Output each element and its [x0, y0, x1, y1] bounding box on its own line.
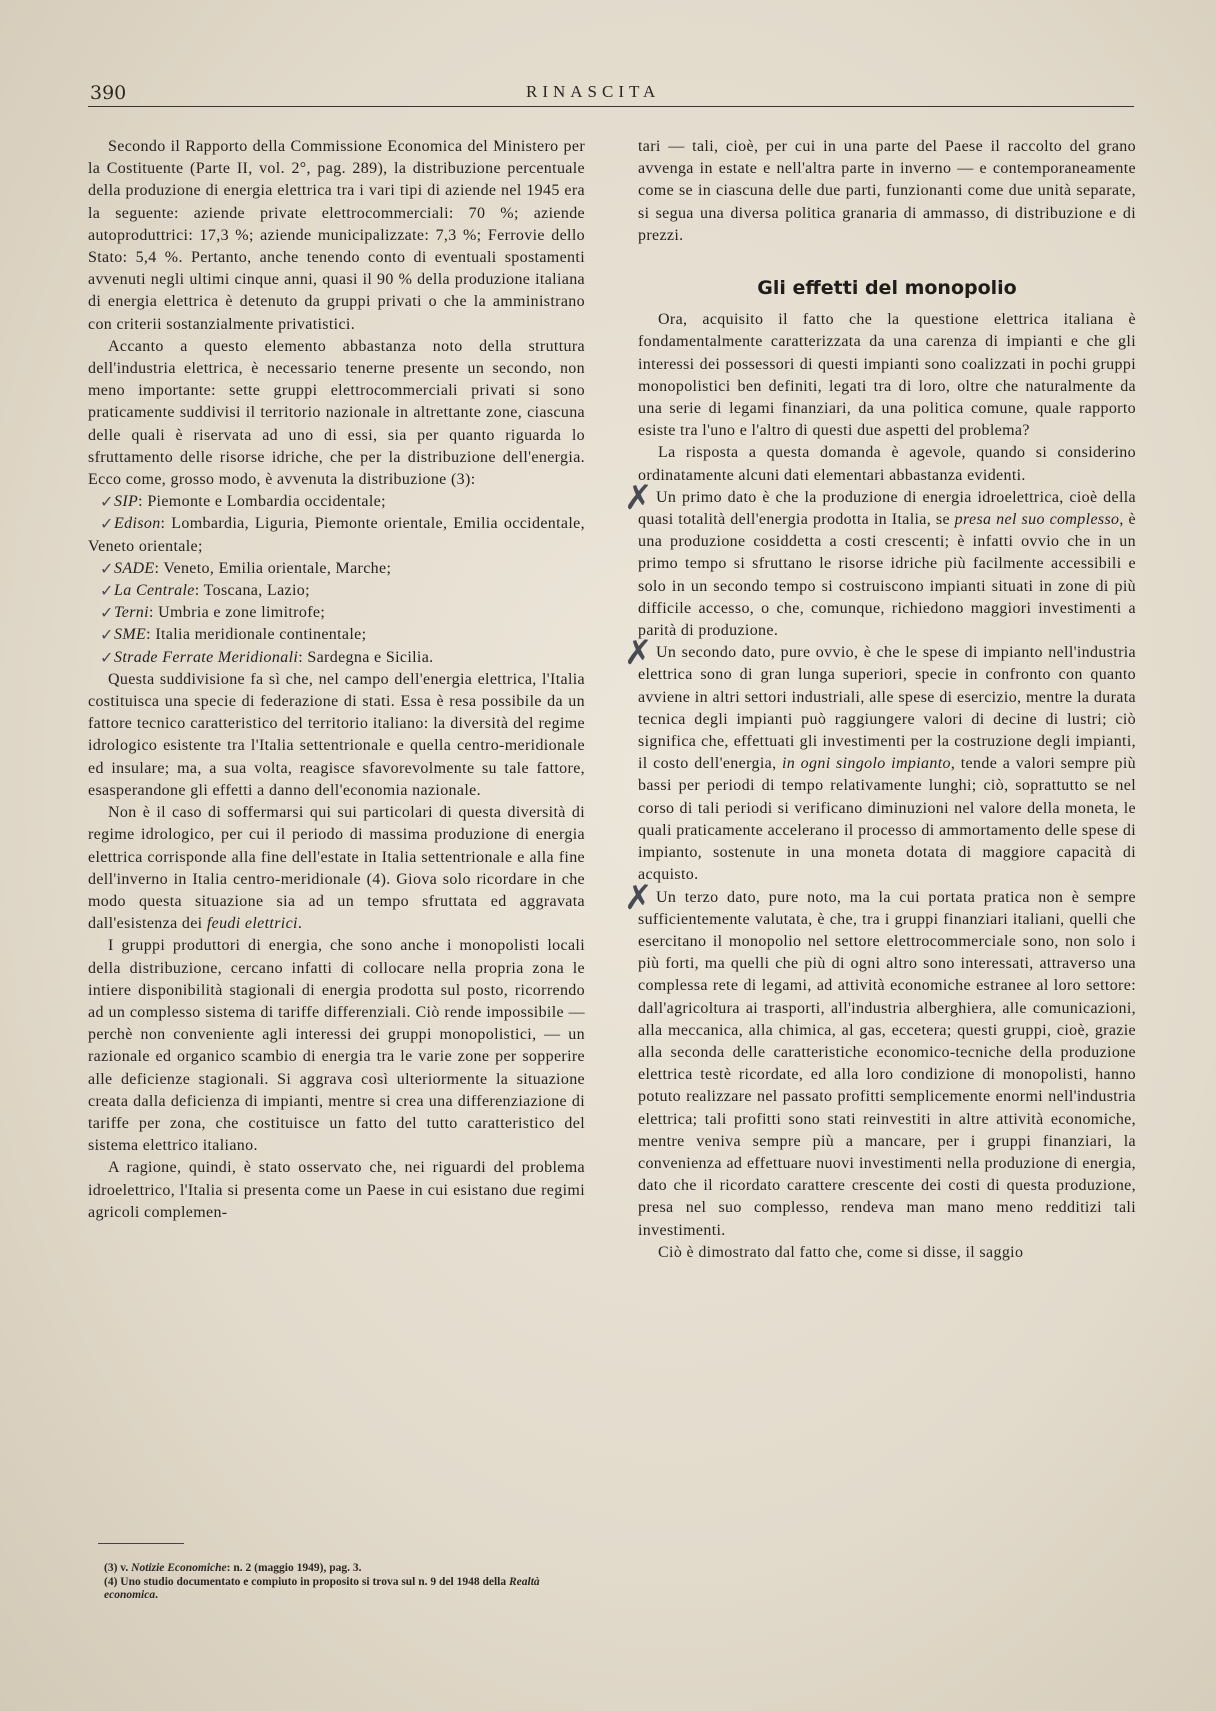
zone-item: ✓ SME: Italia meridionale continentale;	[88, 624, 585, 646]
footnote-rule	[98, 1543, 184, 1544]
paragraph: tari — tali, cioè, per cui in una parte del Paese il raccolto del grano avvenga in estate e nell'altra parte in inverno — e contemporaneamente come se in ciascuna delle due parti, funzionanti come due unità separate, si segua una diversa politica granaria di ammasso, di distribuzione e di prezzi.	[638, 138, 1136, 244]
zone-item: ✓ Terni: Umbria e zone limitrofe;	[88, 602, 585, 624]
check-mark-icon: ✓	[100, 494, 114, 512]
zone-item: ✓ Strade Ferrate Meridionali: Sardegna e Sicilia.	[88, 647, 585, 669]
paragraph: Non è il caso di soffermarsi qui sui particolari di questa diversità di regime idrologico, per cui il periodo di massima produzione di energia elettrica corrisponde alla fine dell'estate in Italia settentrionale e alla fine dell'inverno in Italia centro-meridionale (4). Giova solo ricordare in che modo questa situazione sia ad un tempo sfruttata ed aggravata dall'esistenza dei feudi elettrici.	[88, 804, 585, 933]
zone-name: Edison	[114, 515, 161, 533]
check-mark-icon: ✓	[100, 516, 114, 534]
cross-mark-icon: ✗	[624, 477, 653, 518]
zone-area: Toscana, Lazio;	[203, 582, 310, 600]
paragraph: A ragione, quindi, è stato osservato che, nei riguardi del problema idroelettrico, l'Italia si presenta come un Paese in cui esistano due regimi agricoli complemen-	[88, 1159, 585, 1221]
zone-name: SADE	[114, 559, 155, 577]
paragraph: Questa suddivisione fa sì che, nel campo dell'energia elettrica, l'Italia costituisca una specie di federazione di stati. Essa è resa possibile da un fattore tecnico caratteristico del territorio italiano: la diversità del regime idrologico esistente tra l'Italia settentrionale e quella centro-meridionale ed insulare; ma, a sua volta, reagisce sfavorevolmente su tale fattore, esasperandone gli effetti a danno dell'economia nazionale.	[88, 670, 585, 799]
zone-name: SIP	[114, 493, 139, 511]
footnote-3: (3) v. Notizie Economiche: n. 2 (maggio 1949), pag. 3.	[104, 1562, 362, 1574]
zone-name: Strade Ferrate Meridionali	[114, 648, 299, 666]
zone-area: Veneto, Emilia orientale, Marche;	[163, 559, 392, 577]
check-mark-icon: ✓	[100, 605, 114, 623]
check-mark-icon: ✓	[100, 627, 114, 645]
paragraph: Ora, acquisito il fatto che la questione elettrica italiana è fondamentalmente caratterizzata da una carenza di impianti e che gli interessi dei possessori di questi impianti sono coalizzati in pochi gruppi monopolistici ben definiti, legati tra di loro, oltre che naturalmente da una serie di legami finanziari, da una politica comune, quale rapporto esiste tra l'uno e l'altro di questi due aspetti del problema?	[638, 311, 1136, 440]
zone-item: ✓ SADE: Veneto, Emilia orientale, Marche;	[88, 558, 585, 580]
check-mark-icon: ✓	[100, 560, 114, 578]
check-mark-icon: ✓	[100, 583, 114, 601]
paragraph: La risposta a questa domanda è agevole, quando si considerino ordinatamente alcuni dati elementari abbastanza evidenti.	[638, 444, 1136, 484]
paragraph: ✗ Un terzo dato, pure noto, ma la cui portata pratica non è sempre sufficientemente valutata, è che, tra i gruppi finanziari italiani, quelli che esercitano il monopolio nel settore elettrocommerciale sono, non solo i più forti, ma quelli che più di ogni altro sono interessati, attraverso una complessa rete di legami, ad attività economiche estranee al loro settore: dall'agricoltura ai trasporti, all'industria alberghiera, alle comunicazioni, alla meccanica, alla chimica, al gas, eccetera; questi gruppi, cioè, grazie alla seconda delle caratteristiche economico-tecniche della produzione elettrica testè ricordate, ed alla loro condizione di monopolisti, hanno potuto realizzare nel passato profitti semplicemente enormi nell'industria elettrica; tali profitti sono stati reinvestiti in altre attività economiche, mentre veniva sempre più a mancare, per i gruppi finanziari, la convenienza ad effettuare nuovi investimenti nella produzione di energia, dato che il ricordato carattere crescente dei costi di questa produzione, presa nel suo complesso, rendeva man mano meno redditizi tali investimenti.	[624, 877, 1136, 1239]
paragraph: I gruppi produttori di energia, che sono anche i monopolisti locali della distribuzione, cercano infatti di collocare nella propria zona le intiere disponibilità stagionali di energia prodotta sul posto, ricorrendo ad un complesso sistema di tariffe differenziali. Ciò rende impossibile — perchè non conveniente agli interessi dei gruppi monopolistici, — un razionale ed organico scambio di energia tra le varie zone per sopperire alle deficienze stagionali. Si aggrava così ulteriormente la situazione creata dalla deficienza di impianti, mentre si crea una differenziazione di tariffe per zona, che costituisce un fatto del tutto caratteristico del sistema elettrico italiano.	[88, 937, 585, 1155]
zone-area: Umbria e zone limitrofe;	[158, 604, 326, 622]
footnote-4: (4) Uno studio documentato e compiuto in proposito si trova sul n. 9 del 1948 della Realtà economica.	[104, 1575, 540, 1601]
zone-area: Lombardia, Liguria, Piemonte orientale, Emilia occidentale, Veneto orientale;	[88, 515, 585, 555]
zone-name: Terni	[114, 604, 149, 622]
left-column	[88, 136, 585, 1224]
zone-item: ✓ Edison: Lombardia, Liguria, Piemonte orientale, Emilia occidentale, Veneto orientale;	[88, 515, 585, 555]
paragraph: ✗ Un secondo dato, pure ovvio, è che le spese di impianto nell'industria elettrica sono di gran lunga superiori, specie in confronto con quanto avviene in altri settori industriali, alle spese di esercizio, mentre la durata tecnica degli impianti può raggiungere valori di decine di lustri; ciò significa che, effettuati gli investimenti per la costruzione degli impianti, il costo dell'energia, in ogni singolo impianto, tende a valori sempre più bassi per periodi di tempo relativamente lunghi; ciò, soprattutto se nel corso di tali periodi si verificano diminuzioni nel valore della moneta, le quali praticamente accelerano il processo di ammortamento delle spese di impianto, sostenute in una moneta dotata di maggiore capacità di acquisto.	[624, 633, 1136, 884]
footnotes	[104, 1562, 592, 1603]
zone-area: Sardegna e Sicilia.	[307, 648, 434, 666]
zone-area: Piemonte e Lombardia occidentale;	[147, 493, 386, 511]
paragraph: Ciò è dimostrato dal fatto che, come si disse, il saggio	[658, 1243, 1024, 1261]
check-mark-icon: ✓	[100, 649, 114, 667]
zone-name: La Centrale	[114, 582, 195, 600]
section-heading: Gli effetti del monopolio	[757, 277, 1017, 300]
paragraph: ✗ Un primo dato è che la produzione di energia idroelettrica, cioè della quasi totalità dell'energia prodotta in Italia, se presa nel suo complesso, è una produzione cosiddetta a costi crescenti; è infatti ovvio che in un primo tempo si sfruttano le risorse idriche più facilmente accessibili e solo in un secondo tempo si costruiscono impianti situati in zone di più difficile accesso, o che, comunque, richiedono maggiori investimenti a parità di produzione.	[624, 477, 1136, 640]
cross-mark-icon: ✗	[624, 877, 653, 918]
zone-area: Italia meridionale continentale;	[155, 626, 367, 644]
cross-mark-icon: ✗	[624, 633, 653, 674]
right-column	[624, 136, 1136, 1264]
zone-item: ✓ La Centrale: Toscana, Lazio;	[88, 580, 585, 602]
header-rule	[88, 106, 1134, 107]
paragraph: Accanto a questo elemento abbastanza noto della struttura dell'industria elettrica, è necessario tenerne presente un secondo, non meno importante: sette gruppi elettrocommerciali privati si sono praticamente suddivisi il territorio nazionale in altrettante zone, ciascuna delle quali è riservata ad uno di essi, sia per quanto riguarda lo sfruttamento delle risorse idriche, che per la distribuzione dell'energia. Ecco come, grosso modo, è avvenuta la distribuzione (3):	[88, 337, 585, 489]
running-header: RINASCITA	[526, 82, 661, 101]
paragraph: Secondo il Rapporto della Commissione Economica del Ministero per la Costituente (Parte II, vol. 2°, pag. 289), la distribuzione percentuale della produzione di energia elettrica tra i vari tipi di aziende nel 1945 era la seguente: aziende private elettrocommerciali: 70 %; aziende autoproduttrici: 17,3 %; aziende municipalizzate: 7,3 %; Ferrovie dello Stato: 5,4 %. Pertanto, anche tenendo conto di eventuali spostamenti avvenuti negli ultimi cinque anni, quasi il 90 % della produzione italiana di energia elettrica è detenuto da gruppi privati o che la amministrano con criterii sostanzialmente privatistici.	[88, 138, 585, 333]
zone-item: ✓ SIP: Piemonte e Lombardia occidentale;	[88, 491, 585, 513]
zone-name: SME	[114, 626, 147, 644]
page-number: 390	[90, 82, 127, 104]
